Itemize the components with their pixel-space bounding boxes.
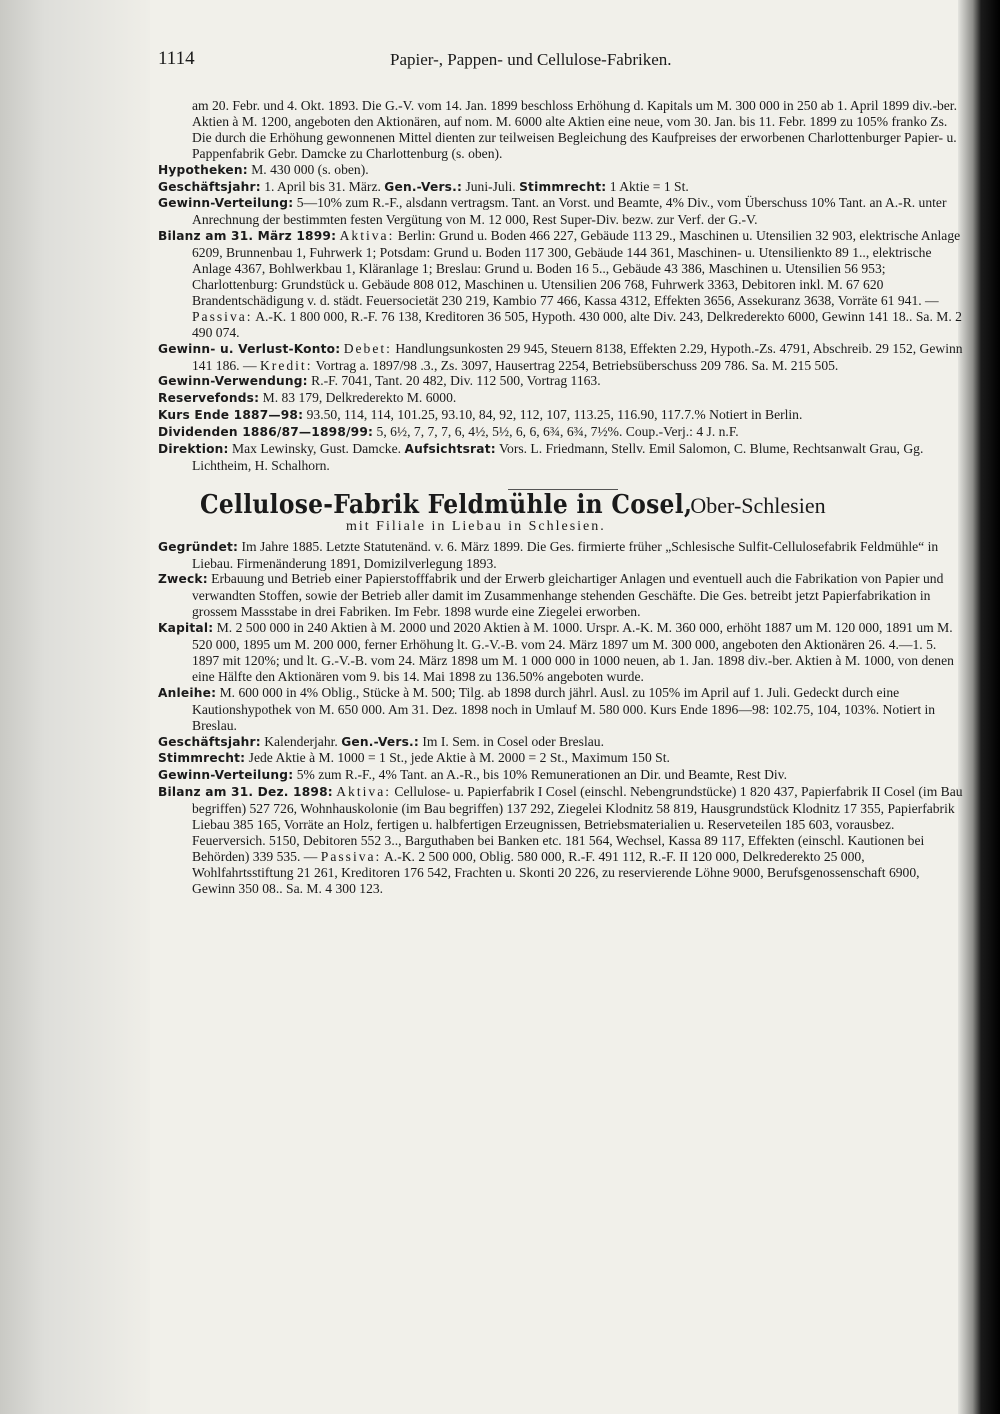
prev-reservefonds <box>158 390 963 407</box>
dividenden-label: Dividenden 1886/87—1898/99: <box>158 425 374 440</box>
guv-debet-text: Handlungsunkosten 29 945, Steuern 8138, Effekten 2.29, Hypoth.-Zs. 4791, Abschreib. 29 152, Gewinn 141 186. — <box>192 340 963 373</box>
company-genvers-label: Gen.-Vers.: <box>341 734 419 749</box>
company-geschaeftsjahr-text: Kalenderjahr. <box>264 733 338 749</box>
company-aktiva-label: Aktiva: <box>336 784 392 800</box>
aufsichtsrat-text: Vors. L. Friedmann, Stellv. Emil Salomon, C. Blume, Rechtsanwalt Grau, Gg. Lichtheim, H. Schalhorn. <box>192 441 924 473</box>
guv-kredit-text: Vortrag a. 1897/98 .3., Zs. 3097, Hausertrag 2254, Betriebsüberschuss 209 786. Sa. M. 215 505. <box>315 357 839 373</box>
prev-gewinn-verteilung <box>158 195 963 228</box>
company-passiva-label: Passiva: <box>320 848 382 864</box>
zweck-text: Erbauung und Betrieb einer Papierstofffabrik und der Erwerb gleichartiger Anlagen und eventuell auch die Fabrikation von Papier und verwandten Stoffen, sowie der Betrieb aller damit im Zusammenhange stehenden Geschäfte. Die Ges. betreibt jetzt Papierfabrikation in grossem Massstabe in drei Fabriken. Im Febr. 1898 wurde eine Ziegelei erworben. <box>192 571 944 620</box>
company-zweck <box>158 571 963 620</box>
dividenden-text: 5, 6½, 7, 7, 7, 6, 4½, 5½, 6, 6, 6¾, 6¾, 7½%. Coup.-Verj.: 4 J. n.F. <box>376 424 739 440</box>
anleihe-text: M. 600 000 in 4% Oblig., Stücke à M. 500; Tilg. ab 1898 durch jährl. Ausl. zu 105% im April auf 1. Juli. Gedeckt durch eine Kautionshypothek von M. 650 000. Am 31. Dez. 1898 noch in Umlauf M. 580 000. Kurs Ende 1896—98: 102.75, 104, 103%. Notiert in Breslau. <box>192 684 936 733</box>
company-bilanz-aktiva-text: Cellulose- u. Papierfabrik I Cosel (einschl. Nebengrundstücke) 1 820 437, Papierfabrik II Cosel (im Bau begriffen) 527 726, Wohnhauskolonie (im Bau begriffen) 137 292, Ziegelei Klodnitz 58 819, Hausgrundstück Klodnitz 17 355, Papierfabrik Liebau 385 165, Vorräte an Holz, fertigen u. halbfertigen Erzeugnissen, Betriebsmaterialien u. Reserveteilen 185 603, vorausbez. Feuerversich. 5150, Debitoren 552 3.., Barguthaben bei Banken etc. 181 564, Wechsel, Kassa 89 117, Effekten (einschl. Kautionen bei Behörden) 339 535. — <box>192 784 963 864</box>
company-heading <box>200 489 963 520</box>
prev-gewinn-verlust <box>158 341 963 374</box>
bilanz-label: Bilanz am 31. März 1899: <box>158 229 337 244</box>
aufsichtsrat-label: Aufsichtsrat: <box>404 442 496 457</box>
reservefonds-text: M. 83 179, Delkrederekto M. 6000. <box>262 390 457 406</box>
text-block <box>158 98 963 897</box>
company-kapital <box>158 620 963 685</box>
hypotheken-text: M. 430 000 (s. oben). <box>251 161 369 177</box>
gegruendet-label: Gegründet: <box>158 539 239 554</box>
guv-label: Gewinn- u. Verlust-Konto: <box>158 341 341 356</box>
book-binding-edge <box>958 0 1000 1414</box>
prev-gewinn-verwendung <box>158 373 963 390</box>
kredit-label: Kredit: <box>259 357 313 373</box>
geschaeftsjahr-label: Geschäftsjahr: <box>158 179 261 194</box>
prev-bilanz <box>158 228 963 340</box>
company-subtitle: mit Filiale in Liebau in Schlesien. <box>346 518 606 534</box>
company-genvers-text: Im I. Sem. in Cosel oder Breslau. <box>422 733 604 749</box>
prev-geschaeftsjahr <box>158 179 963 196</box>
reservefonds-label: Reservefonds: <box>158 391 260 406</box>
gewinn-verwendung-text: R.-F. 7041, Tant. 20 482, Div. 112 500, Vortrag 1163. <box>311 373 601 389</box>
bilanz-passiva-text: A.-K. 1 800 000, R.-F. 76 138, Kreditoren 36 505, Hypoth. 430 000, alte Div. 243, Delkrederekto 6000, Gewinn 141 18.. Sa. M. 2 490 074. <box>192 308 962 340</box>
kapital-text: M. 2 500 000 in 240 Aktien à M. 2000 und 2020 Aktien à M. 1000. Urspr. A.-K. M. 360 000, erhöht 1887 um M. 120 000, 1891 um M. 520 000, 1895 um M. 200 000, ferner Erhöhung lt. G.-V.-B. vom 24. März 1897 um M. 300 000, angeboten den Aktionären 26. 4.—1. 5. 1897 mit 120%; und lt. G.-V.-B. vom 24. März 1898 um M. 1 000 000 in 1000 neuen, ab 1. Jan. 1898 div.-ber. Aktien à M. 1000, von denen eine Hälfte den Aktionären vom 9. bis 14. Mai 1898 zu 136.50% angeboten wurde. <box>192 620 954 684</box>
direktion-text: Max Lewinsky, Gust. Damcke. <box>232 441 402 457</box>
company-geschaeftsjahr-label: Geschäftsjahr: <box>158 734 261 749</box>
aktiva-label: Aktiva: <box>339 228 395 244</box>
page-edge-shadow <box>0 0 150 1414</box>
company-anleihe <box>158 685 963 734</box>
bilanz-aktiva-text: Berlin: Grund u. Boden 466 227, Gebäude 113 29., Maschinen u. Utensilien 32 903, elektrische Anlage 6209, Brunnenbau 1, Fuhrwerk 1; Potsdam: Grund u. Boden 117 300, Gebäude 144 361, Maschinen- u. Utensilienkto 89 1.., elektrische Anlage 4367, Bohlwerkbau 1, Kläranlage 1; Breslau: Grund u. Boden 16 5.., Gebäude 43 386, Maschinen u. Utensilien 56 953; Charlottenburg: Grundstück u. Gebäude 808 012, Maschinen u. Utensilien 206 768, Fuhrwerk 3363, Debitoren inkl. M. 67 620 Brandentschädigung v. d. städt. Feuersocietät 230 219, Kambio 77 466, Kassa 4312, Effekten 3656, Assekuranz 3638, Vorräte 61 941. — <box>192 228 961 308</box>
company-stimmrecht <box>158 750 963 767</box>
page-header <box>158 48 948 74</box>
passiva-label: Passiva: <box>192 308 253 324</box>
gewinn-verwendung-label: Gewinn-Verwendung: <box>158 374 308 389</box>
genvers-label: Gen.-Vers.: <box>384 179 463 194</box>
genvers-text: Juni-Juli. <box>465 178 516 194</box>
company-stimmrecht-label: Stimmrecht: <box>158 751 246 766</box>
company-region: Ober-Schlesien <box>690 492 826 518</box>
company-bilanz-label: Bilanz am 31. Dez. 1898: <box>158 785 333 800</box>
prev-dividenden <box>158 424 963 441</box>
prev-direktion <box>158 441 963 474</box>
kurs-text: 93.50, 114, 114, 101.25, 93.10, 84, 92, 112, 107, 113.25, 116.90, 117.7.% Notiert in Berlin. <box>306 407 803 423</box>
gegruendet-text: Im Jahre 1885. Letzte Statutenänd. v. 6. März 1899. Die Ges. firmierte früher „Schlesische Sulfit-Cellulosefabrik Feldmühle“ in Liebau. Firmenänderung 1891, Domizilverlegung 1893. <box>192 538 939 571</box>
geschaeftsjahr-text: 1. April bis 31. März. <box>264 178 381 194</box>
stimmrecht-text: 1 Aktie = 1 St. <box>609 178 689 194</box>
company-name: Cellulose-Fabrik Feldmühle in Cosel, <box>200 489 693 520</box>
company-gegruendet <box>158 539 963 572</box>
company-bilanz-passiva-text: A.-K. 2 500 000, Oblig. 580 000, R.-F. 491 112, R.-F. II 120 000, Delkrederekto 25 000, Wohlfahrtsstiftung 21 261, Kreditoren 176 542, Frachten u. Skonti 20 226, zu reservierende Löhne 9000, Berufsgenossenschaft 6900, Gewinn 350 08.. Sa. M. 4 300 123. <box>192 848 920 896</box>
kapital-label: Kapital: <box>158 621 214 636</box>
direktion-label: Direktion: <box>158 442 229 457</box>
hypotheken-label: Hypotheken: <box>158 162 248 177</box>
company-bilanz <box>158 784 963 896</box>
debet-label: Debet: <box>343 340 392 356</box>
prev-hypotheken <box>158 162 963 179</box>
company-gewinn-verteilung-text: 5% zum R.-F., 4% Tant. an A.-R., bis 10% Remunerationen an Dir. und Beamte, Rest Div. <box>296 767 787 783</box>
company-geschaeftsjahr <box>158 734 963 751</box>
zweck-label: Zweck: <box>158 572 208 587</box>
anleihe-label: Anleihe: <box>158 685 217 700</box>
page-number: 1114 <box>158 48 195 69</box>
gewinn-verteilung-label: Gewinn-Verteilung: <box>158 196 294 211</box>
gewinn-verteilung-text: 5—10% zum R.-F., alsdann vertragsm. Tant. an Vorst. und Beamte, 4% Div., vom Überschuss 10% Tant. an A.-R. unter Anrechnung der bestimmten festen Vergütung von M. 12 000, Rest Super-Div. bezw. zur Verf. der G.-V. <box>192 195 947 228</box>
prev-kurs <box>158 407 963 424</box>
company-stimmrecht-text: Jede Aktie à M. 1000 = 1 St., jede Aktie à M. 2000 = 2 St., Maximum 150 St. <box>248 750 670 766</box>
stimmrecht-label: Stimmrecht: <box>519 179 607 194</box>
company-gewinn-verteilung-label: Gewinn-Verteilung: <box>158 768 294 783</box>
kurs-label: Kurs Ende 1887—98: <box>158 408 304 423</box>
prev-intro: am 20. Febr. und 4. Okt. 1893. Die G.-V. vom 14. Jan. 1899 beschloss Erhöhung d. Kapitals um M. 300 000 in 250 ab 1. April 1899 div.-ber. Aktien à M. 1200, angeboten den Aktionären, auf nom. M. 6000 alte Aktien eine neue, vom 30. Jan. bis 11. Febr. 1899 zu 105% franko Zs. Die durch die Erhöhung gewonnenen Mittel dienten zur teilweisen Begleichung des Kaufpreises der erworbenen Charlottenburger Papier- u. Pappenfabrik Gebr. Damcke zu Charlottenburg (s. oben). <box>192 98 957 161</box>
running-head: Papier-, Pappen- und Cellulose-Fabriken. <box>390 50 672 69</box>
company-gewinn-verteilung <box>158 767 963 784</box>
